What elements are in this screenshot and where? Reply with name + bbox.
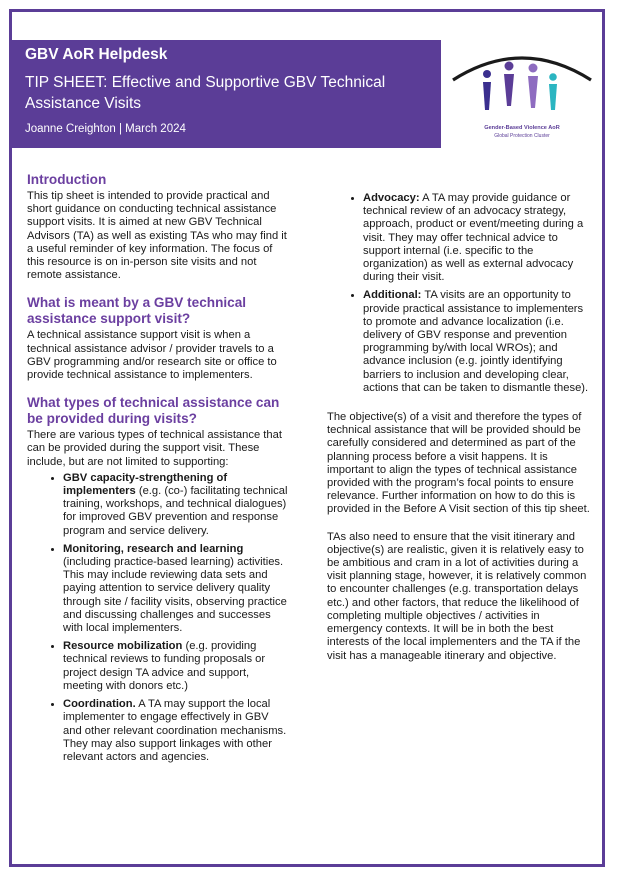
header-banner	[9, 40, 441, 148]
objectives-paragraph: The objective(s) of a visit and therefore the types of technical assistance that will be provided should be carefully considered and determined as part of the planning process before a visit happens. It is important to align the types of technical assistance provided with the program’s focal points to ensure relevance. Further information on how to do this is provided in the Before A Visit section of this tip sheet.	[327, 411, 590, 516]
left-column	[27, 172, 289, 769]
types-body: There are various types of technical assistance that can be provided during the support visit. These include, but are not limited to supporting:	[27, 429, 282, 468]
list-item: • Coordination. A TA may support the local implementer to engage effectively in GBV and other relevant coordination mechanisms. They may also support linkages with other relevant actors and agencies.	[63, 698, 289, 764]
meaning-body: A technical assistance support visit is when a technical assistance advisor / provider travels to a GBV programming and/or research site or office to provide technical assistance to implementers.	[27, 329, 277, 382]
list-item: • Additional: TA visits are an opportunity to provide practical assistance to implementers to promote and advance localization (i.e. delivery of GBV response and prevention programming by/with local WROs); and advance inclusion (e.g. jointly identifying barriers to inclusion and developing clear, actions that can be taken to dismantle these).	[363, 289, 592, 395]
intro-heading: Introduction	[27, 172, 107, 187]
logo-line-2: Global Protection Cluster	[494, 133, 550, 139]
types-list-continued	[327, 192, 592, 395]
itinerary-paragraph: TAs also need to ensure that the visit itinerary and objective(s) are realistic, given it is relatively easy to be ambitious and cram in a lot of activities during a visit planning stage, however, it is relatively common to encounter challenges (e.g. transportation delays etc.) and other factors, that reduce the likelihood of completing multiple objectives / activities in emergency contexts. It will be in both the best interests of the local implementers and the TA if the visit has a manageable itinerary and objective.	[327, 530, 587, 662]
right-column	[327, 192, 592, 663]
document-title: TIP SHEET: Effective and Supportive GBV Technical Assistance Visits	[25, 74, 386, 112]
list-item: • Advocacy: A TA may provide guidance or technical review of an advocacy strategy, approach, product or event/meeting during a visit. They may offer technical advice to support internal (i.e. specific to the organization) as well as external advocacy during their visit.	[363, 192, 592, 284]
gbv-aor-logo	[447, 44, 597, 144]
list-item: • GBV capacity-strengthening of implementers (e.g. (co-) facilitating technical training, workshops, and technical dialogues) for improved GBV prevention and response program and service delivery.	[63, 472, 289, 538]
list-item: • Resource mobilization (e.g. providing technical reviews to funding proposals or project design TA advice and support, meeting with donors etc.)	[63, 640, 289, 693]
meaning-heading: What is meant by a GBV technical assistance support visit?	[27, 295, 247, 327]
logo-figures-icon	[447, 44, 597, 124]
list-item: • Monitoring, research and learning (including practice-based learning) activities. This may include reviewing data sets and paying attention to service delivery quality through site / facility visits, observing practice and discussing challenges and successes with local implementers.	[63, 543, 289, 635]
org-name: GBV AoR Helpdesk	[25, 46, 168, 63]
logo-line-1: Gender-Based Violence AoR	[484, 125, 560, 131]
types-heading: What types of technical assistance can be provided during visits?	[27, 395, 280, 427]
types-list	[27, 472, 289, 764]
byline: Joanne Creighton | March 2024	[25, 123, 186, 135]
intro-body: This tip sheet is intended to provide practical and short guidance on conducting technical assistance support visits. It is aimed at new GBV Technical Advisors (TA) as well as existing TAs who may find it a useful reminder of key information. The focus of this resource is on in-person site visits and not remote assistance.	[27, 190, 287, 282]
